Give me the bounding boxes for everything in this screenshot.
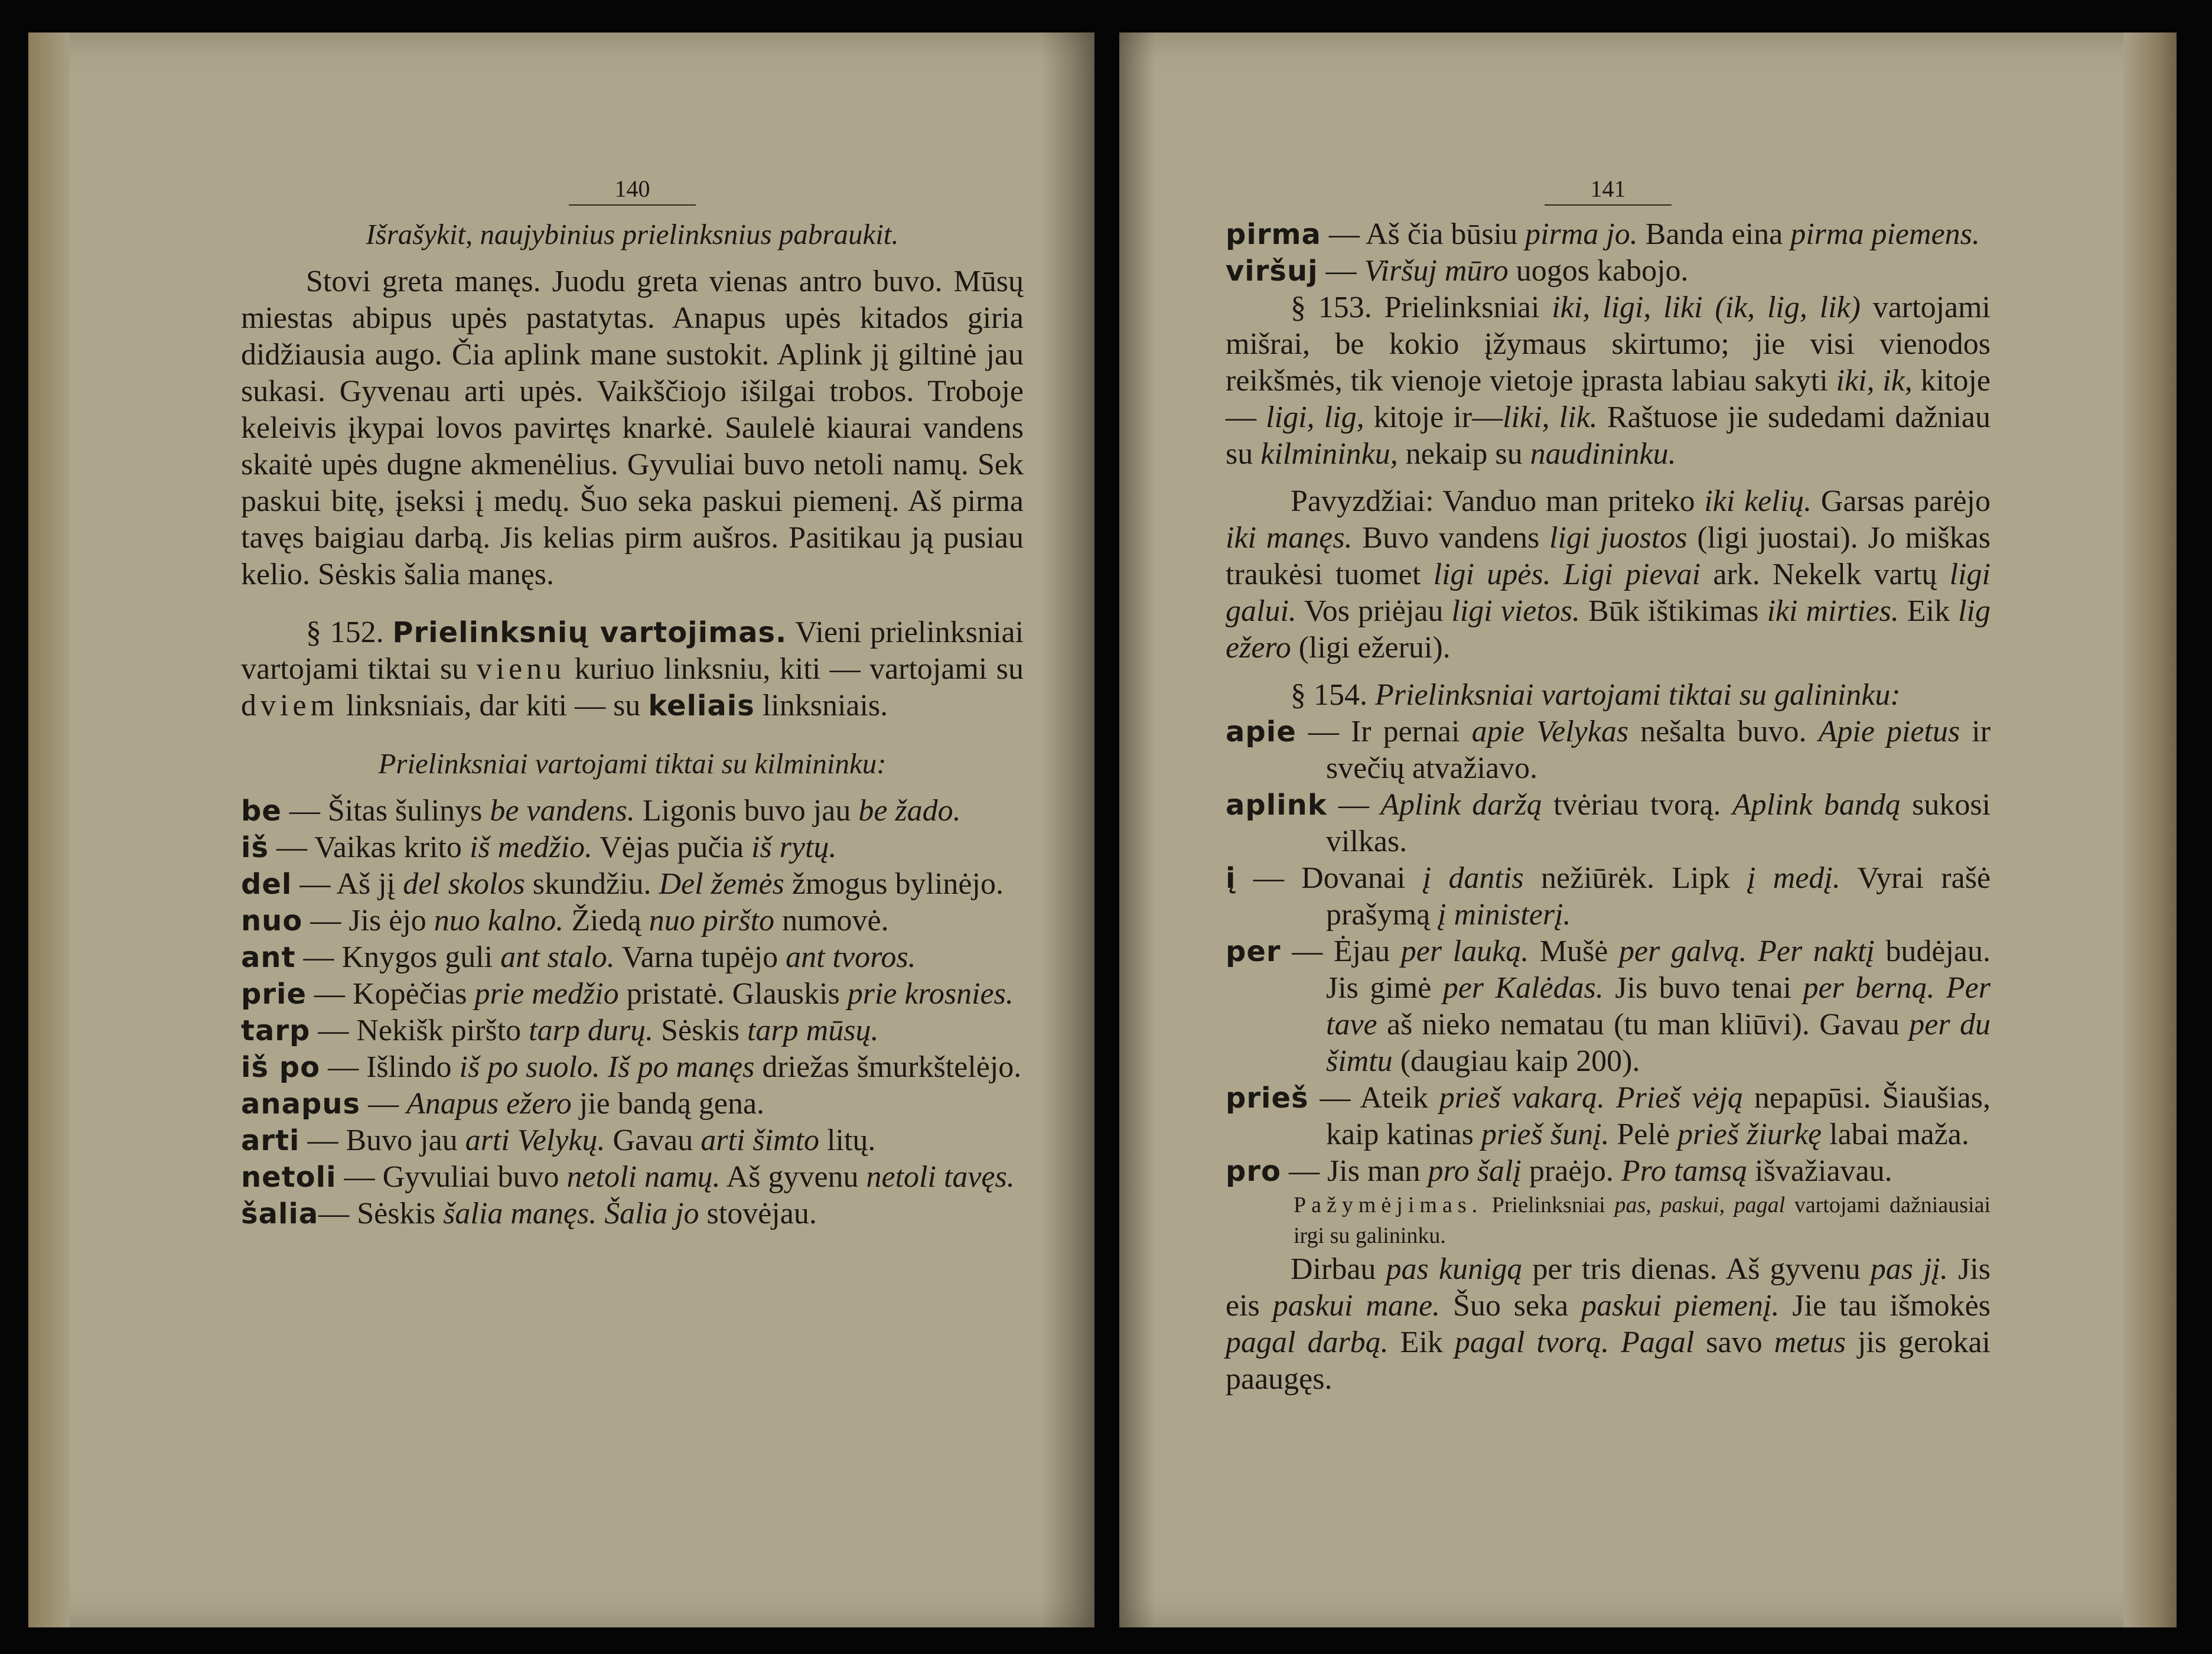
text-run: — Ateik <box>1308 1081 1439 1115</box>
preposition-entry <box>1226 1153 1991 1190</box>
text-run: Garsas parėjo <box>1812 484 1991 518</box>
italic-example: netoli tavęs. <box>866 1160 1015 1194</box>
italic-example: per galvą. Per naktį <box>1619 935 1875 968</box>
preposition-keyword: be <box>241 795 282 828</box>
text-run: išvažiavau. <box>1747 1154 1892 1188</box>
text-run: — Gyvuliai buvo <box>336 1160 567 1194</box>
italic-example: pas, paskui, pagal <box>1614 1193 1786 1217</box>
italic-example: netoli namų. <box>566 1160 721 1194</box>
italic-example: kilmininku, <box>1260 437 1398 471</box>
italic-example: pagal tvorą. Pagal <box>1454 1326 1695 1359</box>
preposition-keyword: šalia <box>241 1197 319 1230</box>
text-run: — Ėjau <box>1281 935 1401 968</box>
preposition-keyword: iš po <box>241 1051 321 1084</box>
italic-example: nuo kalno. <box>434 904 564 937</box>
text-run: Šuo seka <box>1440 1289 1582 1323</box>
italic-example: Del žemės <box>659 867 784 901</box>
italic-example: paskui mane. <box>1272 1289 1441 1323</box>
text-run: Vėjas pučia <box>592 831 752 864</box>
preposition-keyword: anapus <box>241 1088 361 1121</box>
text-run: — Jis man <box>1281 1154 1428 1188</box>
text-run: aš nieko nematau (tu man kliūvi). Gavau <box>1377 1008 1910 1041</box>
preposition-keyword: į <box>1226 862 1236 895</box>
italic-example: Apie pietus <box>1818 715 1960 748</box>
text-run: — <box>1318 254 1364 288</box>
text-run: — Buvo jau <box>299 1124 465 1157</box>
italic-example: naudininku. <box>1530 437 1676 471</box>
left-page-text <box>241 177 1024 1232</box>
spaced-word: vienu <box>476 652 566 686</box>
italic-example: tarp mūsų. <box>747 1014 879 1047</box>
italic-example: iki kelių. <box>1704 484 1812 518</box>
spaced-bold-word: keliais <box>648 689 755 722</box>
italic-example: metus <box>1774 1326 1846 1359</box>
text-run: stovėjau. <box>699 1197 817 1230</box>
italic-example: paskui piemenį. <box>1581 1289 1780 1323</box>
exercise-paragraph: Stovi greta manęs. Juodu greta vienas antro buvo. Mūsų miestas abipus upės pastatytas. Anapus upės kitados giria didžiausia augo. Čia aplink mane sustokit. Aplink jį giltinė jau sukasi. Gyvenau arti upės. Vaikščiojo išilgai trobos. Troboje keleivis įkypai lovos pavirtęs knarkė. Saulelė kiaurai vandens skaitė upės dugne akmenėlius. Gyvuliai buvo netoli namų. Sek paskui bitę, įseksi į medų. Šuo seka paskui piemenį. Aš pirma tavęs baigiau darbą. Jis kelias pirm aušros. Pasitikau ją pusiau kelio. Sėskis šalia manęs. <box>241 265 1024 591</box>
text-run: jie bandą gena. <box>571 1087 765 1121</box>
text-run: — Dovanai <box>1236 861 1423 895</box>
italic-example: prie krosnies. <box>847 977 1014 1011</box>
text-run: vartojami dažniausiai irgi su galininku. <box>1294 1193 1991 1248</box>
italic-example: ligi vietos. <box>1451 594 1581 628</box>
italic-example: ant stalo. <box>500 940 615 974</box>
right-entry-list-top <box>1226 216 1991 289</box>
text-run: Banda eina <box>1637 217 1791 251</box>
section-152 <box>241 614 1024 724</box>
preposition-entry <box>1226 714 1991 787</box>
preposition-entry <box>241 939 1024 976</box>
italic-example: Prielinksniai vartojami tiktai su galininku: <box>1375 678 1901 712</box>
text-run: — Aš jį <box>292 867 403 901</box>
italic-example: iki, ligi, liki (ik, lig, lik) <box>1552 291 1861 324</box>
preposition-entry <box>241 976 1024 1012</box>
text-run: per tris dienas. Aš gyvenu <box>1522 1252 1871 1286</box>
text-run: driežas šmurkštelėjo. <box>754 1050 1022 1084</box>
text-run: — Knygos guli <box>295 940 501 974</box>
text-run: — Jis ėjo <box>302 904 434 937</box>
italic-example: Anapus ežero <box>406 1087 572 1121</box>
italic-example: iš medžio. <box>469 831 592 864</box>
italic-example: iki manęs. <box>1226 521 1353 555</box>
preposition-entry <box>241 1086 1024 1122</box>
italic-example: pas kunigą <box>1386 1252 1523 1286</box>
text-run: ir svečių atvažiavo. <box>1326 715 1991 785</box>
italic-example: prieš žiurkę <box>1677 1118 1822 1151</box>
section-153 <box>1226 289 1991 473</box>
italic-example: Pro tamsą <box>1621 1154 1748 1188</box>
gutter-shadow <box>1041 32 1094 1627</box>
text-run: numovė. <box>774 904 889 937</box>
text-run: Vos priėjau <box>1296 594 1452 628</box>
preposition-entry <box>1226 860 1991 933</box>
italic-example: prie medžio <box>474 977 619 1011</box>
italic-example: pirma piemens. <box>1790 217 1980 251</box>
text-run: — Sėskis <box>318 1197 444 1230</box>
italic-example: Aplink bandą <box>1732 788 1901 822</box>
text-run: Dirbau <box>1291 1252 1386 1286</box>
section-text: kuriuo linksniu, kiti — vartojami su <box>574 652 1024 686</box>
preposition-entry <box>1226 933 1991 1080</box>
text-run: Mušė <box>1529 935 1620 968</box>
preposition-entry <box>241 829 1024 866</box>
right-page-text <box>1226 177 1991 1398</box>
text-run: kitoje ir— <box>1364 401 1503 434</box>
preposition-entry <box>241 866 1024 903</box>
text-run: jis gerokai paaugęs. <box>1226 1326 1991 1396</box>
italic-example: pas jį. <box>1870 1252 1948 1286</box>
section-text: linksniais, dar kiti — su <box>346 689 641 722</box>
text-run: (ligi ežerui). <box>1291 631 1451 665</box>
text-run: — Aš čia būsiu <box>1321 217 1526 251</box>
text-run: § 154. <box>1291 678 1375 712</box>
italic-example: lig ežero <box>1226 594 1991 665</box>
preposition-entry <box>1226 253 1991 289</box>
text-run: (ligi juostai). Jo miškas traukėsi tuomet <box>1226 521 1991 591</box>
italic-example: arti šimto <box>701 1124 820 1157</box>
left-page-edge <box>28 32 70 1627</box>
final-paragraph <box>1226 1251 1991 1398</box>
italic-example: į dantis <box>1422 861 1524 895</box>
text-run: Sėskis <box>653 1014 747 1047</box>
italic-example: Aplink daržą <box>1380 788 1542 822</box>
section-number: § 152. <box>306 616 384 649</box>
text-run: Būk ištikimas <box>1580 594 1767 628</box>
italic-example: be vandens. <box>490 794 635 828</box>
text-run: uogos kabojo. <box>1508 254 1689 288</box>
preposition-entry <box>1226 1080 1991 1153</box>
text-run: litų. <box>819 1124 876 1157</box>
italic-example: šalia manęs. Šalia jo <box>443 1197 699 1230</box>
italic-example: ligi juostos <box>1549 521 1687 555</box>
text-run: kitoje — <box>1226 364 1991 434</box>
preposition-entry <box>241 1159 1024 1196</box>
preposition-entry <box>241 1122 1024 1159</box>
italic-example: arti Velykų. <box>465 1124 605 1157</box>
italic-example: iš rytų. <box>751 831 837 864</box>
left-page <box>28 32 1094 1627</box>
italic-example: pagal darbą. <box>1226 1326 1389 1359</box>
italic-example: per du šimtu <box>1326 1008 1991 1078</box>
text-run: budėjau. Jis gimė <box>1326 935 1991 1005</box>
preposition-keyword: pirma <box>1226 218 1321 251</box>
preposition-keyword: netoli <box>241 1161 337 1194</box>
preposition-keyword: viršuj <box>1226 255 1318 288</box>
preposition-keyword: ant <box>241 941 296 974</box>
gutter-shadow <box>1119 32 1155 1627</box>
text-run <box>1551 558 1563 591</box>
preposition-entry <box>241 793 1024 829</box>
text-run: nežiūrėk. Lipk <box>1523 861 1747 895</box>
text-run: labai maža. <box>1822 1118 1969 1151</box>
preposition-keyword: prie <box>241 978 307 1011</box>
preposition-keyword: prieš <box>1226 1082 1309 1115</box>
section-text: Vieni prielinksniai vartojami tiktai su <box>241 616 1024 686</box>
text-run: — <box>1327 788 1381 822</box>
text-run: Buvo vandens <box>1352 521 1550 555</box>
text-run: Raštuose jie sudedami dažniau su <box>1226 401 1991 471</box>
italic-example: iš po suolo. Iš po manęs <box>459 1050 755 1084</box>
text-run: žmogus bylinėjo. <box>784 867 1004 901</box>
italic-example: ligi upės. <box>1433 558 1551 591</box>
text-run: — Kopėčias <box>307 977 475 1011</box>
text-run: Pelė <box>1609 1118 1678 1151</box>
italic-example: iki, ik, <box>1836 364 1913 398</box>
preposition-keyword: nuo <box>241 904 303 937</box>
text-run: Jis eis <box>1226 1252 1991 1323</box>
text-run: Pažymėjimas. <box>1294 1193 1483 1217</box>
examples-paragraph <box>1226 483 1991 666</box>
text-run: praėjo. <box>1521 1154 1621 1188</box>
left-entry-list <box>241 793 1024 1232</box>
text-run: Eik <box>1388 1326 1455 1359</box>
text-run: Žiedą <box>563 904 649 937</box>
page-number-left: 140 <box>614 175 650 202</box>
italic-example: ligi, lig, <box>1266 401 1364 434</box>
italic-example: ligi galui. <box>1226 558 1991 628</box>
section-text: linksniais. <box>762 689 888 722</box>
text-run: skundžiu. <box>525 867 659 901</box>
subheading-genitive: Prielinksniai vartojami tiktai su kilmininku: <box>378 747 887 780</box>
text-run: § 153. Prielinksniai <box>1291 291 1552 324</box>
italic-example: Viršuj mūro <box>1364 254 1509 288</box>
text-run: — Nekišk piršto <box>310 1014 529 1047</box>
text-run: Eik <box>1898 594 1959 628</box>
italic-example: prieš šunį. <box>1481 1118 1610 1151</box>
preposition-entry <box>1226 216 1991 253</box>
preposition-keyword: aplink <box>1226 789 1327 822</box>
text-run: nešalta buvo. <box>1628 715 1819 748</box>
right-entry-list <box>1226 714 1991 1190</box>
text-run: — Vaikas krito <box>269 831 470 864</box>
preposition-keyword: iš <box>241 831 269 864</box>
italic-example: apie Velykas <box>1471 715 1629 748</box>
text-run: nepapūsi. Šiaušias, kaip katinas <box>1326 1081 1991 1151</box>
italic-example: del skolos <box>403 867 525 901</box>
italic-example: pro šalį <box>1428 1154 1522 1188</box>
right-page-edge <box>2123 32 2177 1627</box>
spaced-word: dviem <box>241 689 338 722</box>
text-run: Prielinksniai <box>1483 1193 1615 1217</box>
italic-example: ant tvoros. <box>786 940 916 974</box>
italic-example: pirma jo. <box>1525 217 1638 251</box>
text-run: pristatė. Glauskis <box>618 977 848 1011</box>
text-run: Jis buvo tenai <box>1603 971 1803 1005</box>
text-run: sukosi vilkas. <box>1326 788 1991 858</box>
preposition-entry <box>241 1012 1024 1049</box>
italic-example: prieš vakarą. Prieš vėją <box>1439 1081 1744 1115</box>
italic-example: per berną. Per tave <box>1326 971 1991 1041</box>
text-run: nekaip su <box>1397 437 1530 471</box>
preposition-entry <box>1226 787 1991 860</box>
text-run: savo <box>1694 1326 1774 1359</box>
page-number-right: 141 <box>1590 175 1626 202</box>
text-run: — Šitas šulinys <box>281 794 490 828</box>
right-page <box>1119 32 2177 1627</box>
section-154 <box>1226 677 1991 714</box>
text-run: tvėriau tvorą. <box>1542 788 1732 822</box>
text-run: Aš gyvenu <box>720 1160 866 1194</box>
italic-example: į ministerį. <box>1438 898 1571 932</box>
italic-example: per Kalėdas. <box>1442 971 1604 1005</box>
text-run: vartojami mišrai, be kokio įžymaus skirtumo; jie visi vienodos reikšmės, tik vienoje vietoje įprasta labiau sakyti <box>1226 291 1991 398</box>
preposition-keyword: per <box>1226 935 1281 968</box>
preposition-entry <box>241 1049 1024 1086</box>
note-paragraph <box>1226 1190 1991 1251</box>
text-run: ark. Nekelk vartų <box>1700 558 1950 591</box>
text-run: Ligonis buvo jau <box>634 794 859 828</box>
text-run: — Ir pernai <box>1296 715 1472 748</box>
preposition-keyword: apie <box>1226 715 1296 748</box>
text-run: Jie tau išmokės <box>1779 1289 1991 1323</box>
text-run: Varna tupėjo <box>614 940 786 974</box>
italic-example: Ligi pievai <box>1563 558 1701 591</box>
italic-example: liki, lik. <box>1503 401 1598 434</box>
text-run: — Išlindo <box>320 1050 460 1084</box>
italic-example: be žado. <box>858 794 961 828</box>
text-run: Pavyzdžiai: Vanduo man priteko <box>1291 484 1705 518</box>
italic-example: per lauką. <box>1400 935 1529 968</box>
text-run: Vyrai rašė prašymą <box>1326 861 1991 932</box>
section-heading: Prielinksnių vartojimas. <box>392 616 787 649</box>
italic-example: iki mirties. <box>1767 594 1899 628</box>
text-run: Gavau <box>605 1124 701 1157</box>
italic-example: į medį. <box>1747 861 1840 895</box>
exercise-instruction: Išrašykit, naujybinius prielinksnius pabraukit. <box>366 218 899 250</box>
preposition-keyword: arti <box>241 1124 300 1157</box>
preposition-keyword: pro <box>1226 1155 1282 1188</box>
italic-example: tarp durų. <box>529 1014 654 1047</box>
preposition-entry <box>241 903 1024 939</box>
preposition-keyword: del <box>241 868 292 901</box>
preposition-entry <box>241 1196 1024 1232</box>
text-run: (daugiau kaip 200). <box>1392 1044 1640 1078</box>
text-run: — <box>360 1087 407 1121</box>
italic-example: nuo piršto <box>649 904 775 937</box>
preposition-keyword: tarp <box>241 1014 311 1047</box>
